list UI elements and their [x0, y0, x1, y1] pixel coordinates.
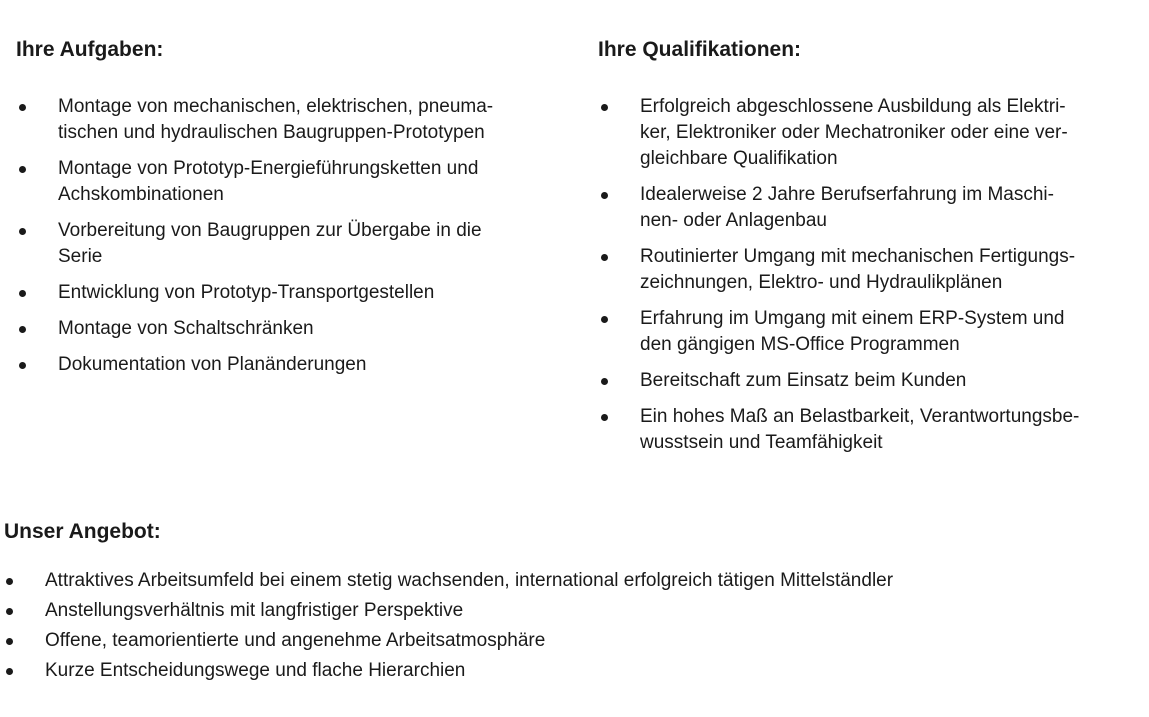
list-item: Routinierter Umgang mit mechanischen Fertigungs- zeichnungen, Elektro- und Hydraulikplänen: [598, 244, 1133, 296]
list-item: Offene, teamorientierte und angenehme Arbeitsatmosphäre: [4, 626, 1124, 656]
aufgaben-heading: Ihre Aufgaben:: [16, 38, 164, 61]
qualifikationen-heading: Ihre Qualifikationen:: [598, 38, 802, 61]
list-item: Vorbereitung von Baugruppen zur Übergabe in die Serie: [16, 218, 556, 270]
list-item: Dokumentation von Planänderungen: [16, 352, 556, 378]
list-item: Idealerweise 2 Jahre Berufserfahrung im Maschi- nen- oder Anlagenbau: [598, 182, 1133, 234]
list-item: Montage von Prototyp-Energieführungsketten und Achskombinationen: [16, 156, 556, 208]
aufgaben-list: [16, 94, 556, 388]
list-item: Montage von Schaltschränken: [16, 316, 556, 342]
angebot-list: [4, 566, 1124, 686]
angebot-heading: Unser Angebot:: [4, 520, 161, 543]
list-item: Ein hohes Maß an Belastbarkeit, Verantwortungsbe- wusstsein und Teamfähigkeit: [598, 404, 1133, 456]
list-item: Erfahrung im Umgang mit einem ERP-System und den gängigen MS-Office Programmen: [598, 306, 1133, 358]
list-item: Anstellungsverhältnis mit langfristiger Perspektive: [4, 596, 1124, 626]
qualifikationen-list: [598, 94, 1133, 466]
list-item: Entwicklung von Prototyp-Transportgestellen: [16, 280, 556, 306]
list-item: Erfolgreich abgeschlossene Ausbildung als Elektri- ker, Elektroniker oder Mechatroniker oder eine ver- gleichbare Qualifikation: [598, 94, 1133, 172]
list-item: Attraktives Arbeitsumfeld bei einem stetig wachsenden, international erfolgreich tätigen Mittelständler: [4, 566, 1124, 596]
list-item: Bereitschaft zum Einsatz beim Kunden: [598, 368, 1133, 394]
list-item: Montage von mechanischen, elektrischen, pneuma- tischen und hydraulischen Baugruppen-Prototypen: [16, 94, 556, 146]
list-item: Kurze Entscheidungswege und flache Hierarchien: [4, 656, 1124, 686]
